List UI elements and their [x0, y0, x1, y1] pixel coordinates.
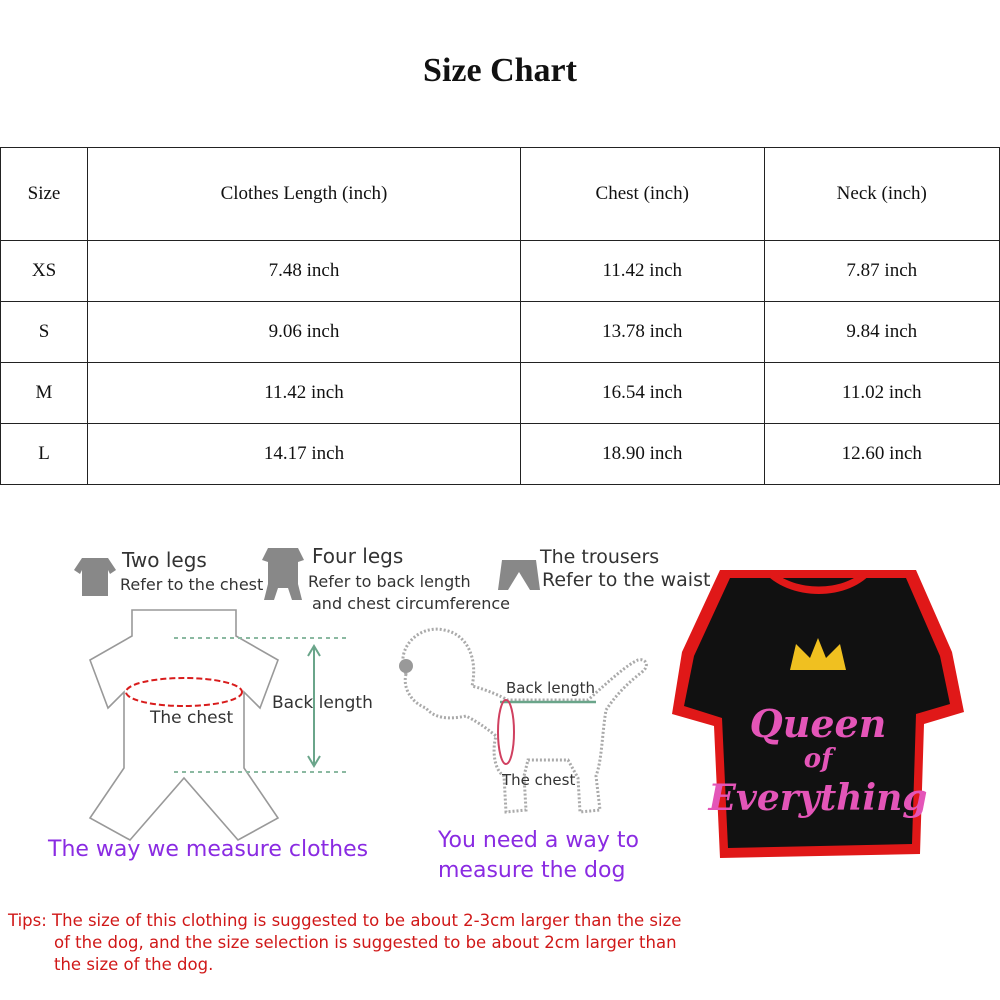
- four-legs-icon: [258, 544, 308, 606]
- print-text-of: of: [803, 744, 833, 774]
- table-header-cell: Chest (inch): [520, 148, 764, 241]
- dog-nose-icon: [399, 659, 413, 673]
- tips-text: [8, 910, 728, 976]
- clothes-diagram: [88, 608, 368, 858]
- table-cell: 16.54 inch: [520, 363, 764, 424]
- trousers-icon: [494, 556, 544, 596]
- table-header-cell: Neck (inch): [764, 148, 999, 241]
- tips-line-2: of the dog, and the size selection is suggested to be about 2cm larger than: [54, 933, 677, 952]
- print-text-everything: Everything: [708, 777, 928, 819]
- table-cell: L: [1, 424, 88, 485]
- table-cell: 9.06 inch: [88, 302, 521, 363]
- table-header-cell: Clothes Length (inch): [88, 148, 521, 241]
- size-table: [0, 147, 1000, 485]
- trousers-title: The trousers: [540, 546, 660, 568]
- table-cell: 11.42 inch: [88, 363, 521, 424]
- table-cell: M: [1, 363, 88, 424]
- dog-caption-2: measure the dog: [438, 858, 626, 883]
- table-row: [1, 424, 1000, 485]
- product-shirt-image: [668, 562, 968, 892]
- tips-line-1: Tips: The size of this clothing is suggested to be about 2-3cm larger than the size: [8, 911, 682, 930]
- page-title: Size Chart: [423, 52, 577, 89]
- dog-back-label: Back length: [506, 679, 595, 697]
- dog-chest-label: The chest: [502, 771, 576, 789]
- table-cell: XS: [1, 241, 88, 302]
- table-cell: 11.42 inch: [520, 241, 764, 302]
- clothes-chest-label: The chest: [150, 708, 234, 728]
- table-cell: 7.48 inch: [88, 241, 521, 302]
- four-legs-title: Four legs: [312, 544, 404, 568]
- clothes-back-label: Back length: [272, 693, 373, 713]
- table-cell: 11.02 inch: [764, 363, 999, 424]
- table-row: [1, 302, 1000, 363]
- dog-caption-1: You need a way to: [438, 828, 639, 853]
- table-cell: 14.17 inch: [88, 424, 521, 485]
- table-cell: 7.87 inch: [764, 241, 999, 302]
- table-header-cell: Size: [1, 148, 88, 241]
- four-legs-desc-1: Refer to back length: [308, 572, 471, 591]
- dog-diagram: [388, 620, 658, 840]
- table-row: [1, 363, 1000, 424]
- print-text-queen: Queen: [749, 701, 887, 746]
- table-cell: 12.60 inch: [764, 424, 999, 485]
- table-header-row: [1, 148, 1000, 241]
- tips-line-3: the size of the dog.: [54, 955, 214, 974]
- four-legs-desc-2: and chest circumference: [312, 594, 510, 613]
- two-legs-icon: [70, 552, 120, 602]
- table-cell: 18.90 inch: [520, 424, 764, 485]
- table-row: [1, 241, 1000, 302]
- table-cell: S: [1, 302, 88, 363]
- trousers-desc: Refer to the waist: [542, 569, 711, 591]
- two-legs-title: Two legs: [122, 548, 207, 572]
- table-cell: 13.78 inch: [520, 302, 764, 363]
- clothes-caption: The way we measure clothes: [48, 837, 369, 862]
- table-cell: 9.84 inch: [764, 302, 999, 363]
- measurement-guide: [0, 530, 1000, 1000]
- two-legs-desc: Refer to the chest: [120, 575, 264, 594]
